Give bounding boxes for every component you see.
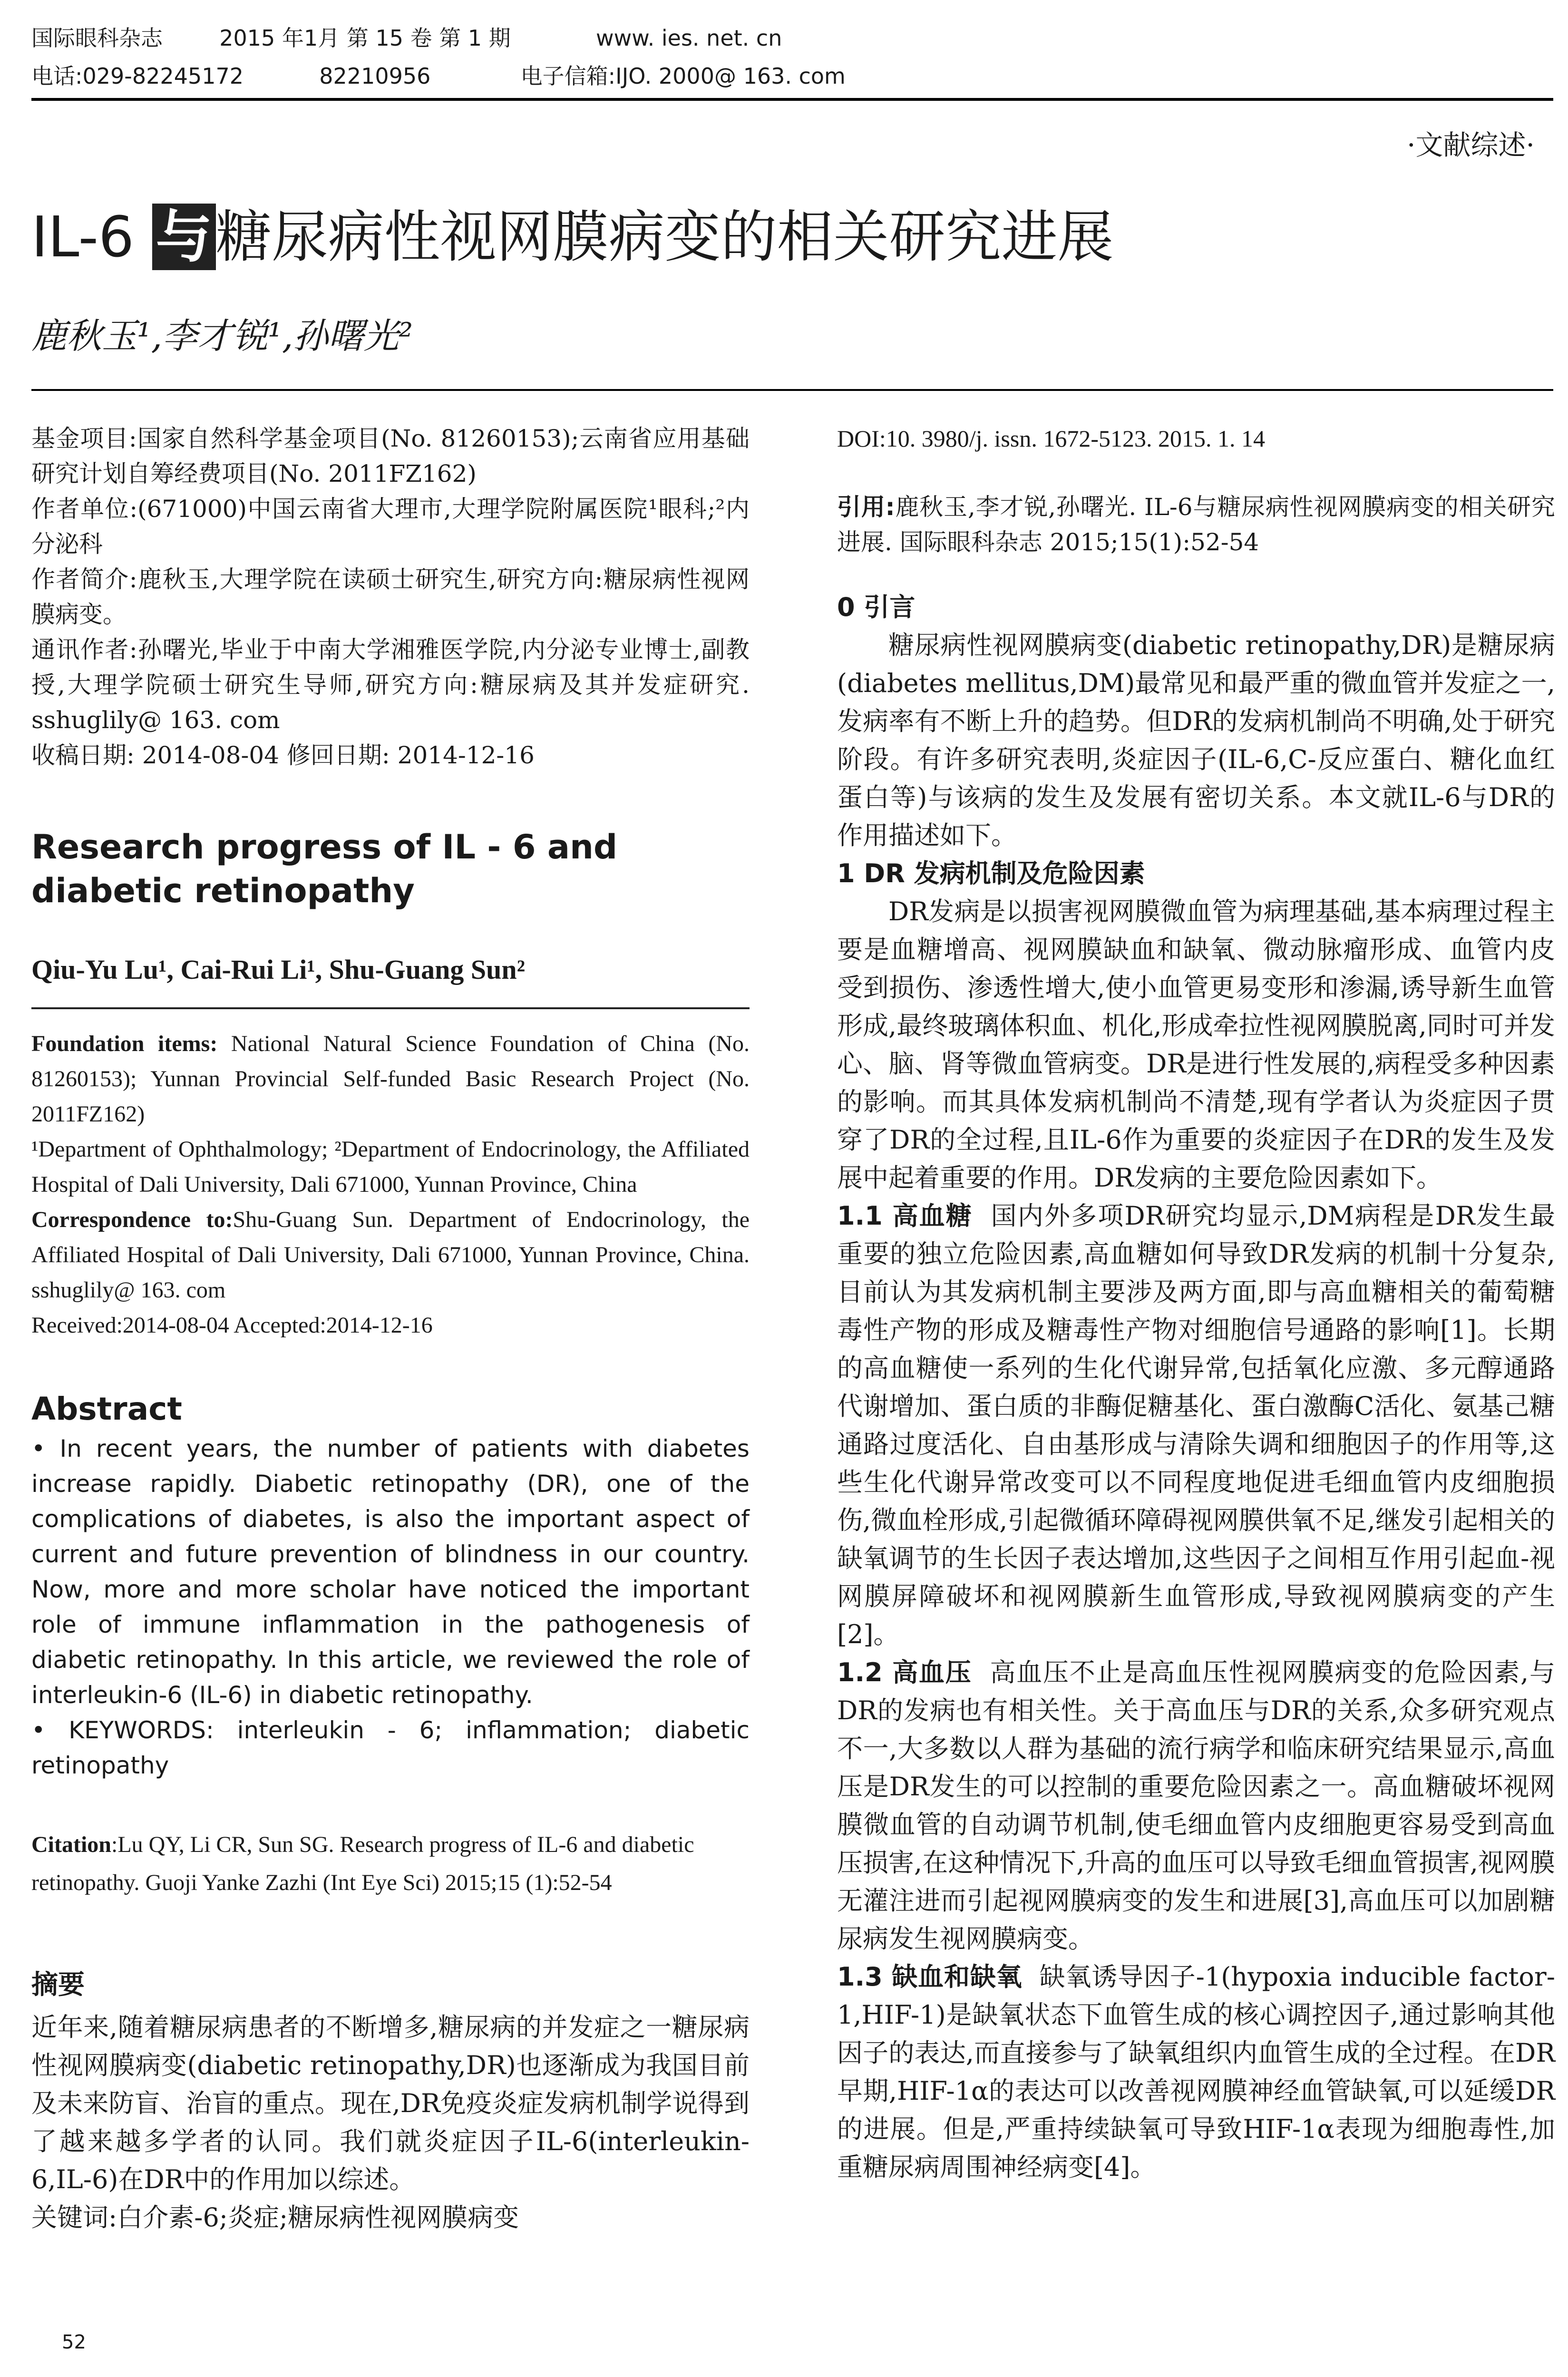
heading-1-2: 1.2 高血压 <box>837 1657 972 1687</box>
para-1-2-text: 高血压不止是高血压性视网膜病变的危险因素,与DR的发病也有相关性。关于高血压与DR的关系,众多研究观点不一,大多数以人群为基础的流行病学和临床研究结果显示,高血压是DR发生的可以控制的重要危险因素之一。高血糖破坏视网膜微血管的自动调节机制,使毛细血管内皮细胞更容易受到高血压损害,在这种情况下,升高的血压可以导致毛细血管损害,视网膜无灌注进而引起视网膜病变的发生和进展[3],高血压可以加剧糖尿病发生视网膜病变。 <box>837 1657 1555 1954</box>
en-dept: ¹Department of Ophthalmology; ²Department of Endocrinology, the Affiliated Hospital of Dali University, Dali 671000, Yunnan Province, China <box>31 1137 750 1197</box>
citation-en <box>31 1826 750 1902</box>
left-column <box>31 421 750 2237</box>
unit-cn: 作者单位:(671000)中国云南省大理市,大理学院附属医院¹眼科;²内分泌科 <box>31 495 750 558</box>
citation-label: Citation <box>31 1832 111 1857</box>
para-0: 糖尿病性视网膜病变(diabetic retinopathy,DR)是糖尿病(diabetes mellitus,DM)最常见和最严重的微血管并发症之一,发病率有不断上升的趋势。但DR的发病机制尚不明确,处于研究阶段。有许多研究表明,炎症因子(IL-6,C-反应蛋白、糖化血红蛋白等)与该病的发生及发展有密切关系。本文就IL-6与DR的作用描述如下。 <box>837 630 1555 850</box>
authors-cn: 鹿秋玉¹,李才锐¹,孙曙光² <box>31 316 413 357</box>
en-foundation <box>31 1026 750 1132</box>
abstract-text: • In recent years, the number of patients with diabetes increase rapidly. Diabetic retinopathy (DR), one of the complications of diabetes, is also the important aspect of current and future prevention of blindness in our country. Now, more and more scholar have noticed the important role of immune inflammation in the pathogenesis of diabetic retinopathy. In this article, we reviewed the role of interleukin-6 (IL-6) in diabetic retinopathy. <box>31 1435 750 1709</box>
abstract-title: Abstract <box>31 1391 182 1427</box>
heading-0: 0 引言 <box>837 592 915 622</box>
dates-cn: 收稿日期: 2014-08-04 修回日期: 2014-12-16 <box>31 741 535 769</box>
para-1-1 <box>837 1197 1555 1654</box>
article-title <box>31 204 1114 270</box>
heading-1-1: 1.1 高血糖 <box>837 1201 973 1231</box>
right-column <box>837 421 1555 2186</box>
para-1-3 <box>837 1958 1555 2186</box>
para-1-2 <box>837 1654 1555 1958</box>
zh-abstract-title: 摘要 <box>31 1969 85 2000</box>
email[interactable]: 电子信箱:IJO. 2000@ 163. com <box>520 63 846 89</box>
title-pre: IL-6 <box>31 204 135 270</box>
en-corr-text: Shu-Guang Sun. Department of Endocrinology, the Affiliated Hospital of Dali University, Dali 671000, Yunnan Province, China. sshuglily@ 163. com <box>31 1207 750 1303</box>
journal-header-line1 <box>31 24 782 52</box>
cite-cn <box>837 489 1555 560</box>
en-corr-label: Correspondence to: <box>31 1207 233 1232</box>
en-corr <box>31 1202 750 1308</box>
en-rule <box>31 1007 750 1009</box>
issue-info: 2015 年1月 第 15 卷 第 1 期 <box>219 25 511 51</box>
en-foundation-text: National Natural Science Foundation of China (No. 81260153); Yunnan Provincial Self-funded Basic Research Project (No. 2011FZ162) <box>31 1031 750 1127</box>
zh-keywords: 关键词:白介素-6;炎症;糖尿病性视网膜病变 <box>31 2202 519 2232</box>
cite-cn-text: 鹿秋玉,李才锐,孙曙光. IL-6与糖尿病性视网膜病变的相关研究进展. 国际眼科杂志 2015;15(1):52-54 <box>837 493 1556 556</box>
english-authors: Qiu-Yu Lu¹, Cai-Rui Li¹, Shu-Guang Sun² <box>31 954 526 985</box>
title-rule <box>31 389 1553 391</box>
para-1-1-text: 国内外多项DR研究均显示,DM病程是DR发生最重要的独立危险因素,高血糖如何导致DR发病的机制十分复杂,目前认为其发病机制主要涉及两方面,即与高血糖相关的葡萄糖毒性产物的形成及糖毒性产物对细胞信号通路的影响[1]。长期的高血糖使一系列的生化代谢异常,包括氧化应激、多元醇通路代谢增加、蛋白质的非酶促糖基化、蛋白激酶C活化、氨基己糖通路过度活化、自由基形成与清除失调和细胞因子的作用等,这些生化代谢异常改变可以不同程度地促进毛细血管内皮细胞损伤,微血栓形成,引起微循环障碍视网膜供氧不足,继发引起相关的缺氧调节的生长因子表达增加,这些因子之间相互作用引起血-视网膜屏障破坏和视网膜新生血管形成,导致视网膜病变的产生[2]。 <box>837 1201 1555 1649</box>
phone: 电话:029-82245172 <box>31 63 244 89</box>
foundation-cn: 基金项目:国家自然科学基金项目(No. 81260153);云南省应用基础研究计划自筹经费项目(No. 2011FZ162) <box>31 425 750 487</box>
english-title: Research progress of IL - 6 and diabetic retinopathy <box>31 828 618 910</box>
bio-cn: 作者简介:鹿秋玉,大理学院在读硕士研究生,研究方向:糖尿病性视网膜病变。 <box>31 565 750 628</box>
corr-cn: 通讯作者:孙曙光,毕业于中南大学湘雅医学院,内分泌专业博士,副教授,大理学院硕士研究生导师,研究方向:糖尿病及其并发症研究. sshuglily@ 163. com <box>31 636 750 734</box>
heading-1-3: 1.3 缺血和缺氧 <box>837 1962 1023 1992</box>
journal-header-line2 <box>31 62 846 90</box>
keywords-en: • KEYWORDS: interleukin - 6; inflammation; diabetic retinopathy <box>31 1716 750 1779</box>
en-foundation-label: Foundation items: <box>31 1031 218 1056</box>
title-yu: 与 <box>152 204 216 270</box>
section-label: ·文献综述· <box>1407 129 1535 161</box>
journal-name: 国际眼科杂志 <box>31 25 163 51</box>
para-1-3-text: 缺氧诱导因子-1(hypoxia inducible factor-1,HIF-1)是缺氧状态下血管生成的核心调控因子,通过影响其他因子的表达,而直接参与了缺氧组织内血管生成的全过程。在DR早期,HIF-1α的表达可以改善视网膜神经血管缺氧,可以延缓DR的进展。但是,严重持续缺氧可导致HIF-1α表现为细胞毒性,加重糖尿病周围神经病变[4]。 <box>837 1962 1555 2182</box>
heading-1: 1 DR 发病机制及危险因素 <box>837 858 1145 888</box>
journal-website[interactable]: www. ies. net. cn <box>596 25 782 51</box>
header-rule <box>31 98 1553 101</box>
en-dates: Received:2014-08-04 Accepted:2014-12-16 <box>31 1313 433 1338</box>
para-1: DR发病是以损害视网膜微血管为病理基础,基本病理过程主要是血糖增高、视网膜缺血和缺氧、微动脉瘤形成、血管内皮受到损伤、渗透性增大,使小血管更易变形和渗漏,诱导新生血管形成,最终玻璃体积血、机化,形成牵拉性视网膜脱离,同时可并发心、脑、肾等微血管病变。DR是进行性发展的,病程受多种因素的影响。而其具体发病机制尚不清楚,现有学者认为炎症因子贯穿了DR的全过程,且IL-6作为重要的炎症因子在DR的发生及发展中起着重要的作用。DR发病的主要危险因素如下。 <box>837 896 1555 1193</box>
page-number: 52 <box>62 2331 86 2353</box>
doi: DOI:10. 3980/j. issn. 1672-5123. 2015. 1. 14 <box>837 425 1265 452</box>
title-post: 糖尿病性视网膜病变的相关研究进展 <box>215 204 1114 270</box>
phone2: 82210956 <box>319 63 431 89</box>
zh-abstract: 近年来,随着糖尿病患者的不断增多,糖尿病的并发症之一糖尿病性视网膜病变(diabetic retinopathy,DR)也逐渐成为我国目前及未来防盲、治盲的重点。现在,DR免疫炎症发病机制学说得到了越来越多学者的认同。我们就炎症因子IL-6(interleukin-6,IL-6)在DR中的作用加以综述。 <box>31 2012 750 2194</box>
citation-text: :Lu QY, Li CR, Sun SG. Research progress of IL-6 and diabetic retinopathy. Guoji Yanke Zazhi (Int Eye Sci) 2015;15 (1):52-54 <box>31 1832 694 1895</box>
cite-cn-label: 引用: <box>837 493 895 521</box>
